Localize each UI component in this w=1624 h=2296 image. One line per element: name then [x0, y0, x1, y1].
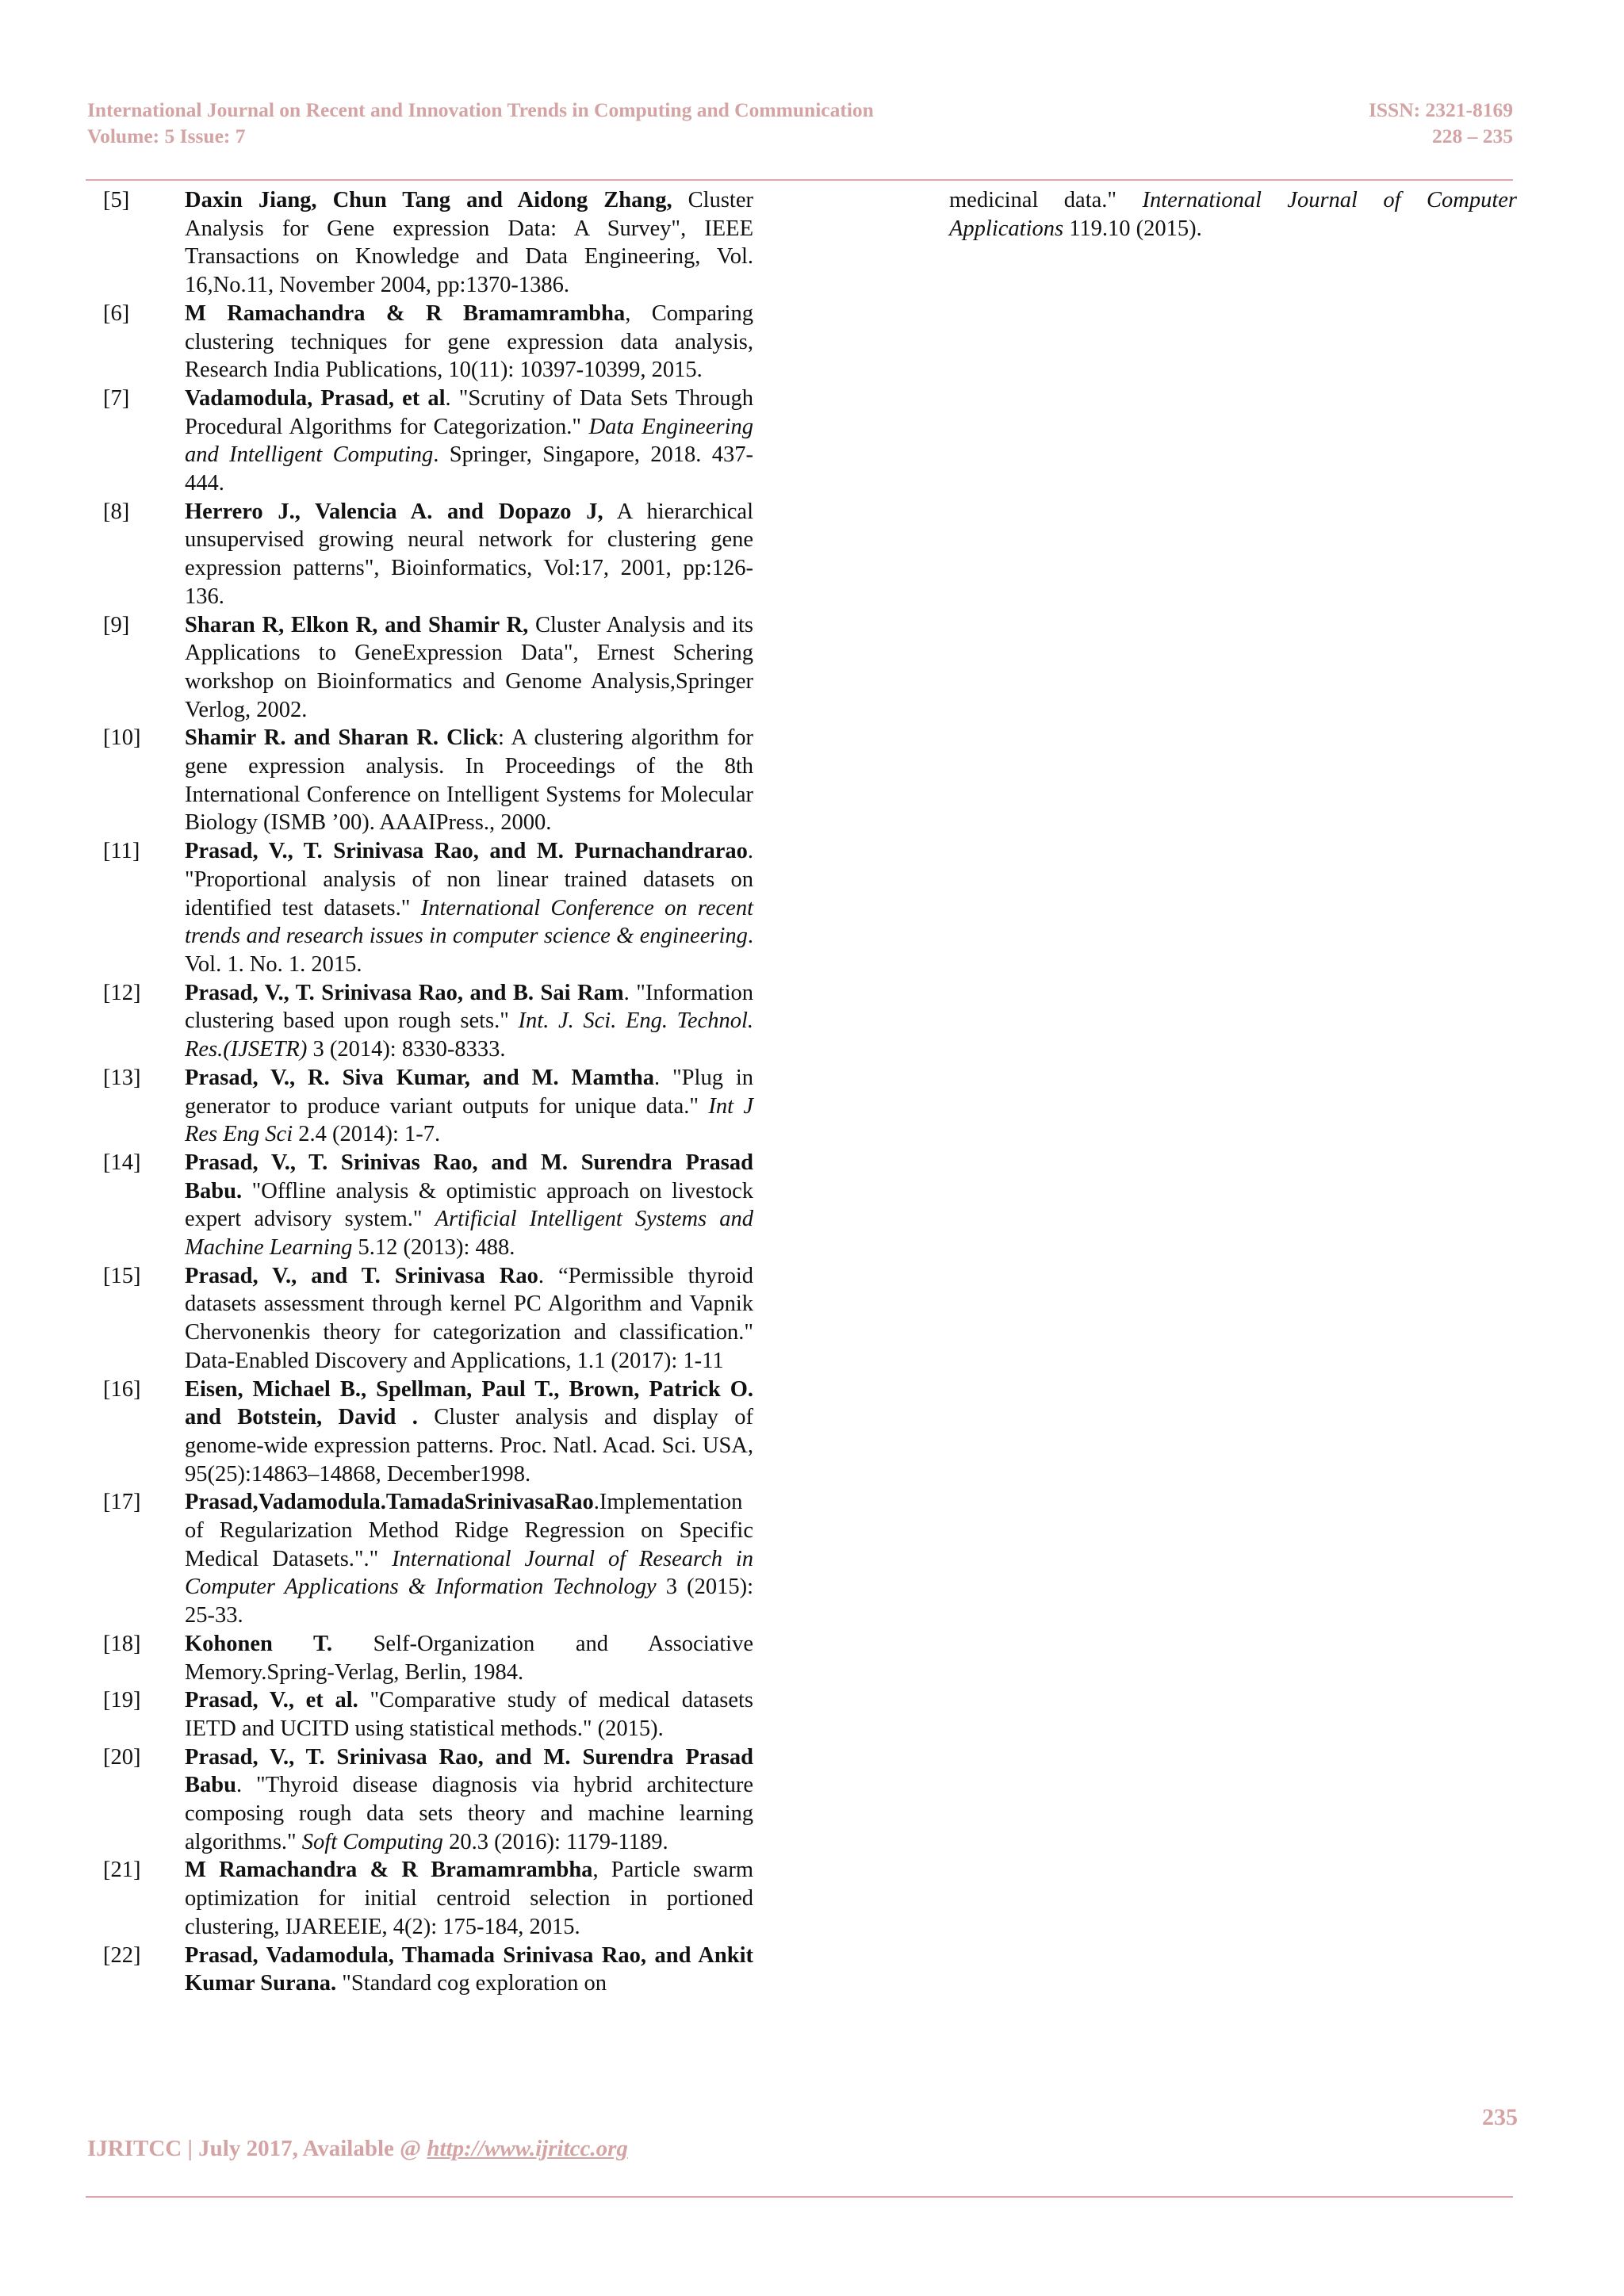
reference-number: [19] — [103, 1688, 141, 1713]
page-range: 228 – 235 — [1432, 124, 1513, 147]
reference-number: [21] — [103, 1858, 141, 1883]
reference-number: [5] — [103, 188, 130, 212]
reference-authors: M Ramachandra & R Bramamrambha — [185, 1858, 593, 1883]
reference-body — [185, 1488, 753, 1630]
reference-journal: International Journal of Research in Computer Applications & Information Technology — [185, 1546, 753, 1600]
reference-item — [103, 300, 753, 385]
reference-body — [185, 1149, 753, 1262]
reference-text: "Offline analysis & optimistic approach on livestock expert advisory system." — [185, 1178, 753, 1232]
reference-body — [185, 498, 753, 611]
reference-continuation — [949, 186, 1517, 243]
page-number: 235 — [1482, 2104, 1518, 2130]
reference-number: [10] — [103, 725, 141, 751]
reference-tail: . Springer, Singapore, 2018. 437-444. — [185, 442, 754, 496]
reference-item — [103, 1262, 753, 1376]
reference-journal: Soft Computing — [301, 1829, 443, 1854]
reference-body — [185, 300, 753, 385]
reference-text: . "Scrutiny of Data Sets Through Procedural Algorithms for Categorization." — [185, 385, 753, 439]
reference-tail: 3 (2014): 8330-8333. — [307, 1037, 506, 1062]
reference-item — [103, 1856, 753, 1941]
running-header — [87, 97, 1513, 152]
reference-journal: International Journal of Computer Applications — [949, 188, 1517, 241]
references-right-column — [949, 186, 1517, 243]
reference-authors: Prasad, Vadamodula, Thamada Srinivasa Rao, and Ankit Kumar Surana. — [185, 1942, 753, 1996]
issn: ISSN: 2321-8169 — [1368, 98, 1513, 121]
journal-title: International Journal on Recent and Innovation Trends in Computing and Communication — [87, 98, 874, 121]
reference-text: .Implementation of Regularization Method Ridge Regression on Specific Medical Datasets."." — [185, 1490, 753, 1571]
reference-number: [8] — [103, 499, 130, 524]
reference-item — [103, 1686, 753, 1743]
reference-authors: Prasad,Vadamodula.TamadaSrinivasaRao — [185, 1490, 594, 1515]
reference-number: [20] — [103, 1744, 141, 1770]
reference-text: . "Plug in generator to produce variant outputs for unique data." — [185, 1065, 753, 1119]
header-left — [87, 97, 874, 149]
reference-item — [103, 186, 753, 300]
reference-authors: Prasad, V., T. Srinivasa Rao, and M. Surendra Prasad Babu — [185, 1744, 753, 1798]
reference-item — [103, 385, 753, 498]
footer-text: IJRITCC | July 2017, Available @ — [87, 2136, 427, 2161]
reference-text: . "Proportional analysis of non linear trained datasets on identified test datasets." — [185, 839, 753, 920]
reference-text: , Comparing clustering techniques for gene expression data analysis, Research India Publications, 10(11): 10397-10399, 2015. — [185, 300, 753, 383]
reference-item — [103, 1630, 753, 1686]
reference-tail: . Vol. 1. No. 1. 2015. — [185, 924, 753, 977]
reference-journal: Data Engineering and Intelligent Computing — [185, 414, 753, 468]
reference-tail: 3 (2015): 25-33. — [185, 1575, 754, 1628]
reference-text: Cluster analysis and display of genome-wide expression patterns. Proc. Natl. Acad. Sci. USA, 95(25):14863–14868, December1998. — [185, 1405, 753, 1487]
reference-body — [185, 1856, 753, 1941]
reference-text: Cluster Analysis and its Applications to GeneExpression Data", Ernest Schering workshop on Bioinformatics and Genome Analysis,Springer Verlog, 2002. — [185, 612, 753, 722]
reference-authors: Sharan R, Elkon R, and Shamir R, — [185, 612, 529, 637]
reference-authors: M Ramachandra & R Bramamrambha — [185, 300, 626, 326]
reference-body — [185, 724, 753, 837]
reference-text: A hierarchical unsupervised growing neural network for clustering gene expression patterns", Bioinformatics, Vol:17, 2001, pp:126-136. — [185, 499, 754, 609]
reference-text: . “Permissible thyroid datasets assessment through kernel PC Algorithm and Vapnik Chervonenkis theory for categorization and classification." Data-Enabled Discovery and Applications, 1.1 (2017): 1-11 — [185, 1263, 753, 1373]
reference-number: [12] — [103, 980, 141, 1005]
reference-body — [185, 611, 753, 725]
reference-item — [103, 498, 753, 611]
references-left-column — [103, 186, 753, 1998]
reference-body — [185, 837, 753, 979]
reference-item — [103, 611, 753, 725]
reference-tail: 5.12 (2013): 488. — [352, 1235, 515, 1261]
reference-number: [11] — [103, 839, 140, 864]
reference-body — [185, 1743, 753, 1857]
reference-text: Self-Organization and Associative Memory.Spring-Verlag, Berlin, 1984. — [185, 1631, 753, 1685]
volume-issue: Volume: 5 Issue: 7 — [87, 124, 246, 147]
reference-authors: Daxin Jiang, Chun Tang and Aidong Zhang, — [185, 188, 672, 212]
reference-tail: 119.10 (2015). — [1063, 216, 1202, 241]
reference-authors: Prasad, V., and T. Srinivasa Rao — [185, 1263, 538, 1288]
header-right — [1369, 97, 1513, 149]
reference-number: [16] — [103, 1376, 141, 1402]
reference-item — [103, 837, 753, 979]
reference-text: . "Thyroid disease diagnosis via hybrid architecture composing rough data sets theory and machine learning algorithms." — [185, 1773, 753, 1854]
journal-website-link[interactable]: http://www.ijritcc.org — [427, 2136, 628, 2161]
reference-authors: Prasad, V., R. Siva Kumar, and M. Mamtha — [185, 1065, 655, 1090]
reference-authors: Prasad, V., et al. — [185, 1688, 358, 1713]
reference-item — [103, 979, 753, 1064]
reference-authors: Prasad, V., T. Srinivas Rao, and M. Surendra Prasad Babu. — [185, 1150, 753, 1203]
reference-authors: Prasad, V., T. Srinivasa Rao, and M. Purnachandrarao — [185, 839, 748, 864]
reference-authors: Kohonen T. — [185, 1631, 332, 1656]
reference-number: [22] — [103, 1942, 141, 1968]
reference-authors: Shamir R. and Sharan R. Click — [185, 725, 498, 751]
reference-text: "Comparative study of medical datasets IETD and UCITD using statistical methods." (2015). — [185, 1688, 753, 1741]
header-rule — [86, 179, 1513, 181]
reference-body — [185, 1064, 753, 1149]
reference-body — [949, 186, 1517, 243]
reference-authors: Herrero J., Valencia A. and Dopazo J, — [185, 499, 603, 524]
reference-item — [103, 724, 753, 837]
reference-number: [14] — [103, 1150, 141, 1175]
reference-body — [185, 1630, 753, 1686]
reference-body — [185, 1262, 753, 1376]
reference-journal: Int J Res Eng Sci — [185, 1093, 754, 1147]
reference-body — [185, 1686, 753, 1743]
reference-number: [15] — [103, 1263, 141, 1288]
reference-authors: Prasad, V., T. Srinivasa Rao, and B. Sai Ram — [185, 980, 624, 1005]
reference-item — [103, 1743, 753, 1857]
reference-item — [103, 1376, 753, 1489]
reference-number: [7] — [103, 385, 130, 411]
footer-rule — [86, 2196, 1513, 2198]
reference-authors: Vadamodula, Prasad, et al — [185, 385, 446, 411]
reference-text: , Particle swarm optimization for initial centroid selection in portioned clustering, IJAREEIE, 4(2): 175-184, 2015. — [185, 1858, 753, 1939]
reference-tail: 20.3 (2016): 1179-1189. — [442, 1829, 668, 1854]
reference-body — [185, 385, 753, 498]
reference-number: [6] — [103, 300, 130, 326]
reference-number: [18] — [103, 1631, 141, 1656]
reference-number: [17] — [103, 1490, 141, 1515]
reference-text: Cluster Analysis for Gene expression Data: A Survey", IEEE Transactions on Knowledge and Data Engineering, Vol. 16,No.11, November 2004, pp:1370-1386. — [185, 188, 753, 298]
reference-text: medicinal data." — [949, 188, 1143, 212]
reference-text: . "Information clustering based upon rough sets." — [185, 980, 754, 1034]
reference-number: [9] — [103, 612, 130, 637]
reference-item — [103, 1064, 753, 1149]
reference-number: [13] — [103, 1065, 141, 1090]
reference-body — [185, 186, 753, 300]
reference-body — [185, 979, 753, 1064]
reference-body — [185, 1376, 753, 1489]
reference-text: : A clustering algorithm for gene expression analysis. In Proceedings of the 8th International Conference on Intelligent Systems for Molecular Biology (ISMB ’00). AAAIPress., 2000. — [185, 725, 753, 836]
reference-item — [103, 1942, 753, 1998]
reference-journal: International Conference on recent trends and research issues in computer science & engineering — [185, 895, 753, 949]
page-footer — [87, 2136, 628, 2162]
reference-tail: 2.4 (2014): 1-7. — [293, 1122, 441, 1147]
reference-journal: Int. J. Sci. Eng. Technol. Res.(IJSETR) — [185, 1008, 753, 1062]
reference-item — [103, 1488, 753, 1630]
reference-journal: Artificial Intelligent Systems and Machine Learning — [185, 1207, 753, 1261]
reference-item — [103, 1149, 753, 1262]
reference-text: "Standard cog exploration on — [336, 1971, 607, 1996]
reference-body — [185, 1942, 753, 1998]
reference-authors: Eisen, Michael B., Spellman, Paul T., Brown, Patrick O. and Botstein, David . — [185, 1376, 753, 1430]
